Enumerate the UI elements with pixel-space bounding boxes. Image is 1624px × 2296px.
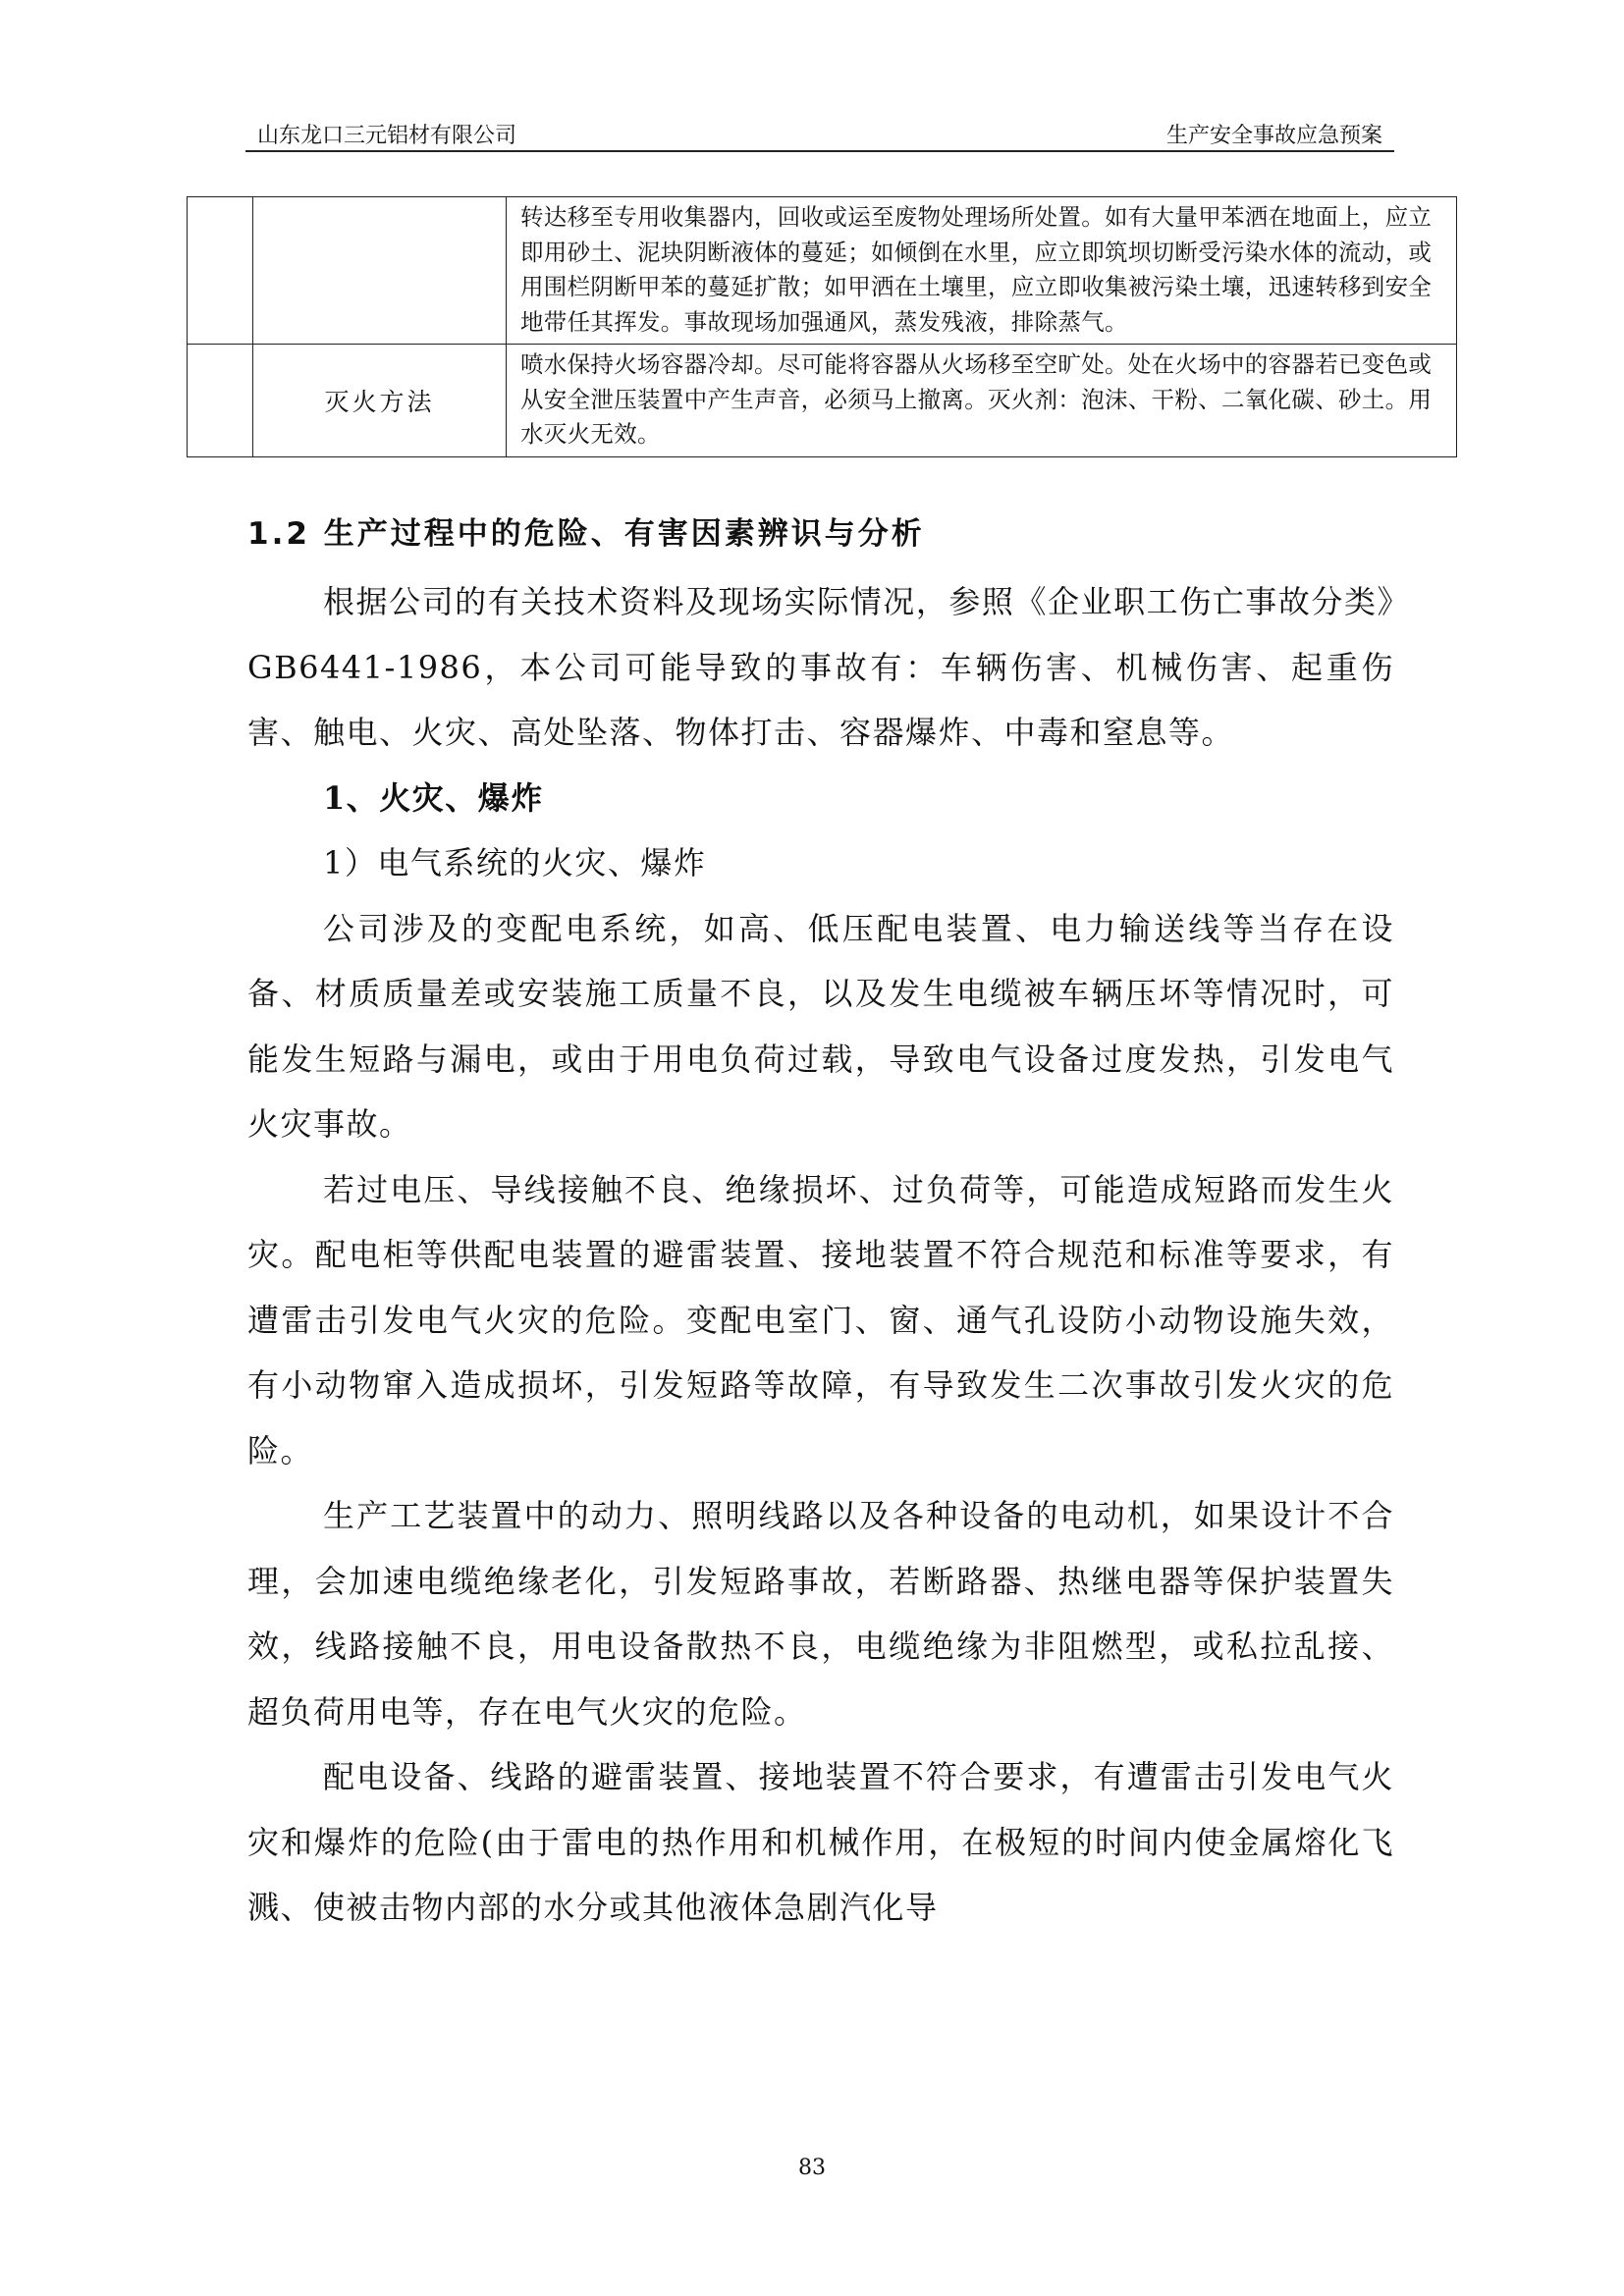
table-cell-empty — [188, 197, 253, 345]
subheading: 1、火灾、爆炸 — [323, 778, 544, 817]
page-header — [245, 115, 1394, 152]
table-row — [188, 345, 1457, 457]
section-title: 1.2 生产过程中的危险、有害因素辨识与分析 — [247, 516, 925, 552]
chemical-info-table — [187, 196, 1457, 457]
header-rule — [245, 150, 1394, 152]
subheading-minor: 1）电气系统的火灾、爆炸 — [323, 844, 707, 881]
table-cell-label-fire-method: 灭火方法 — [253, 345, 507, 457]
table-row — [188, 197, 1457, 345]
table-cell-empty — [253, 197, 507, 345]
paragraph: 若过电压、导线接触不良、绝缘损坏、过负荷等，可能造成短路而发生火灾。配电柜等供配电装置的避雷装置、接地装置不符合规范和标准等要求，有遭雷击引发电气火灾的危险。变配电室门、窗、通气孔设防小动物设施失效，有小动物窜入造成损坏，引发短路等故障，有导致发生二次事故引发火灾的危险。 — [247, 1170, 1394, 1469]
paragraph: 配电设备、线路的避雷装置、接地装置不符合要求，有遭雷击引发电气火灾和爆炸的危险(由于雷电的热作用和机械作用，在极短的时间内使金属熔化飞溅、使被击物内部的水分或其他液体急剧汽化导 — [247, 1758, 1394, 1926]
paragraph: 公司涉及的变配电系统，如高、低压配电装置、电力输送线等当存在设备、材质质量差或安装施工质量不良，以及发生电缆被车辆压坏等情况时，可能发生短路与漏电，或由于用电负荷过载，导致电气设备过度发热，引发电气火灾事故。 — [247, 909, 1394, 1143]
body-text — [247, 569, 1394, 1941]
table-cell-fire-method: 喷水保持火场容器冷却。尽可能将容器从火场移至空旷处。处在火场中的容器若已变色或从安全泄压装置中产生声音，必须马上撤离。灭火剂：泡沫、干粉、二氧化碳、砂土。用水灭火无效。 — [507, 345, 1457, 457]
table-cell-spill-handling: 转达移至专用收集器内，回收或运至废物处理场所处置。如有大量甲苯洒在地面上，应立即用砂土、泥块阴断液体的蔓延；如倾倒在水里，应立即筑坝切断受污染水体的流动，或用围栏阴断甲苯的蔓延扩散；如甲洒在土壤里，应立即收集被污染土壤，迅速转移到安全地带任其挥发。事故现场加强通风，蒸发残液，排除蒸气。 — [507, 197, 1457, 345]
page-number: 83 — [798, 2156, 826, 2180]
header-doc-title: 生产安全事故应急预案 — [1165, 124, 1382, 148]
paragraph: 生产工艺装置中的动力、照明线路以及各种设备的电动机，如果设计不合理，会加速电缆绝缘老化，引发短路事故，若断路器、热继电器等保护装置失效，线路接触不良，用电设备散热不良，电缆绝缘为非阻燃型，或私拉乱接、超负荷用电等，存在电气火灾的危险。 — [247, 1497, 1394, 1731]
header-company: 山东龙口三元铝材有限公司 — [257, 124, 517, 148]
table-cell-empty — [188, 345, 253, 457]
paragraph: 根据公司的有关技术资料及现场实际情况，参照《企业职工伤亡事故分类》GB6441-1986，本公司可能导致的事故有：车辆伤害、机械伤害、起重伤害、触电、火灾、高处坠落、物体打击、容器爆炸、中毒和窒息等。 — [247, 583, 1394, 751]
